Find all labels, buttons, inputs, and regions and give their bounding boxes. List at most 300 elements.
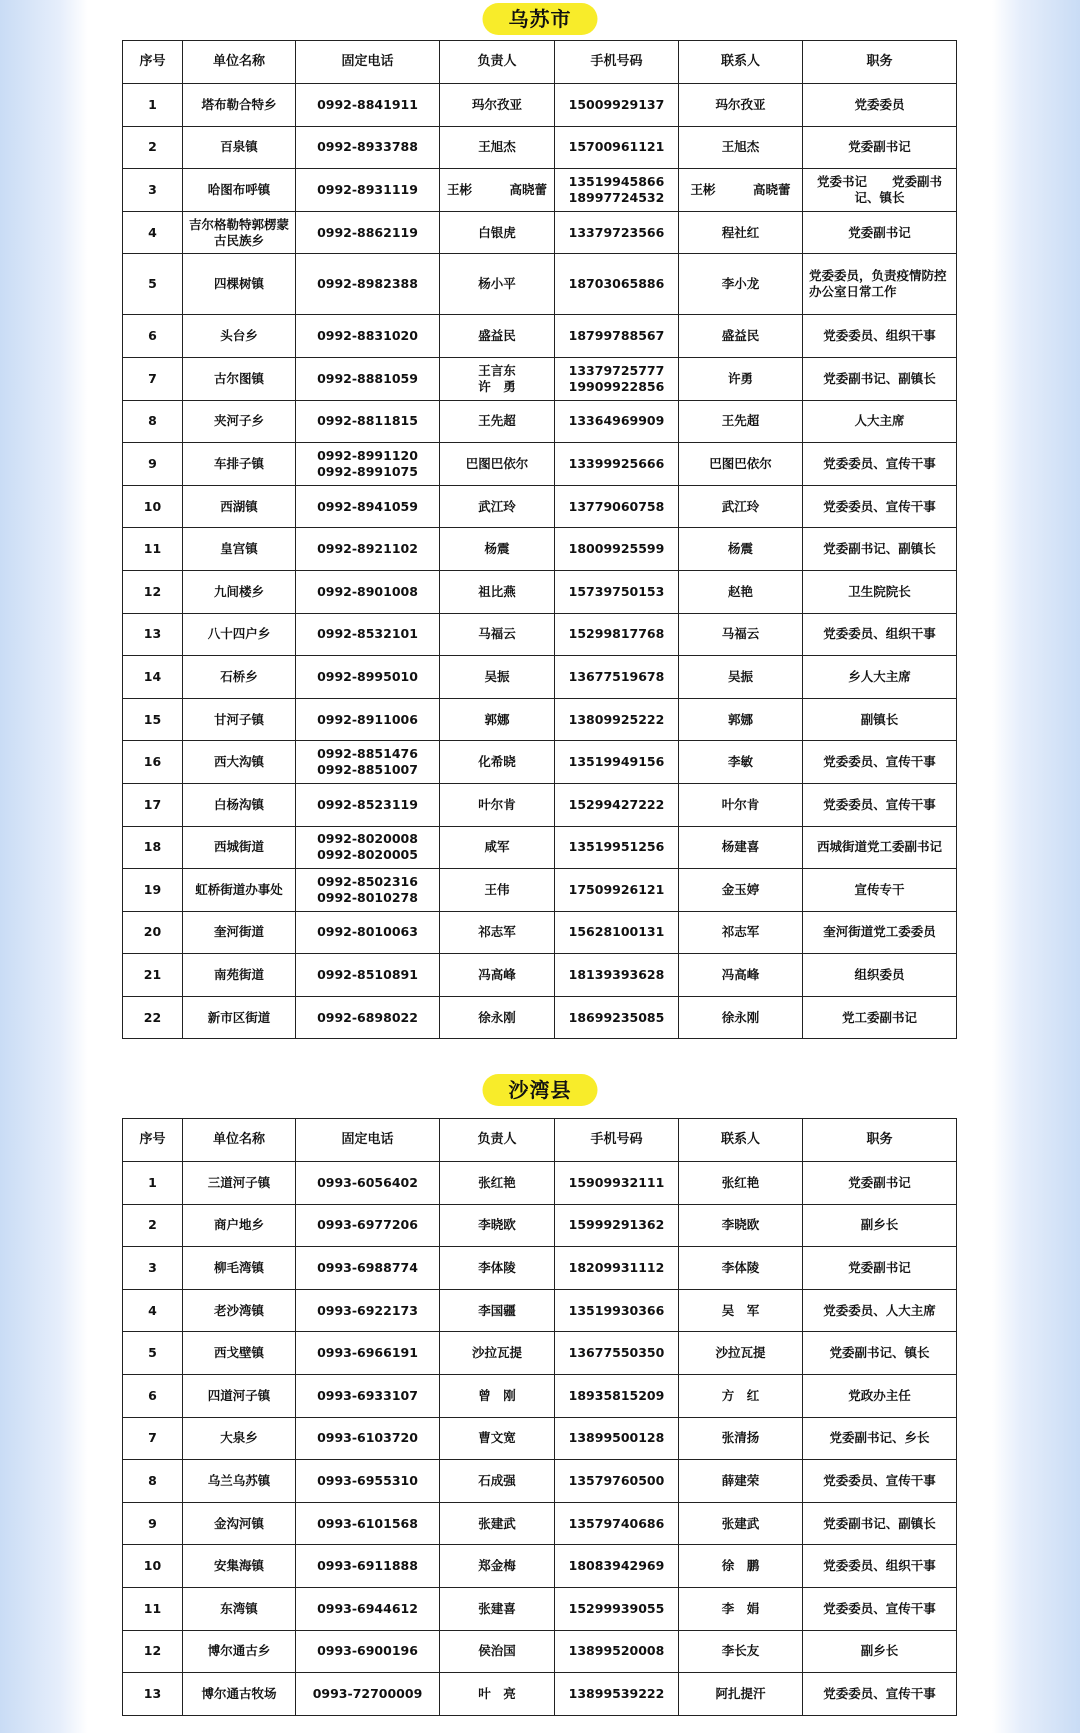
cell-row-number: 12	[123, 570, 183, 613]
cell-contact: 方 红	[679, 1374, 803, 1417]
cell-row-number: 6	[123, 1374, 183, 1417]
cell-row-number: 4	[123, 211, 183, 254]
cell-person-in-charge: 王先超	[440, 400, 555, 443]
cell-landline: 0993-6977206	[296, 1204, 440, 1247]
cell-position: 党政办主任	[803, 1374, 957, 1417]
cell-position: 西城街道党工委副书记	[803, 826, 957, 869]
cell-contact: 吴振	[679, 656, 803, 699]
cell-unit-name: 大泉乡	[183, 1417, 296, 1460]
cell-mobile: 13677550350	[555, 1332, 679, 1375]
cell-mobile: 13379723566	[555, 211, 679, 254]
table-row	[123, 741, 957, 784]
cell-row-number: 8	[123, 400, 183, 443]
cell-contact: 徐永刚	[679, 996, 803, 1039]
cell-unit-name: 头台乡	[183, 315, 296, 358]
column-header-landline: 固定电话	[296, 1119, 440, 1162]
section-title-wusu: 乌苏市	[483, 3, 598, 35]
cell-landline: 0992-8931119	[296, 169, 440, 212]
cell-unit-name: 博尔通古乡	[183, 1630, 296, 1673]
table-row	[123, 954, 957, 997]
cell-row-number: 14	[123, 656, 183, 699]
cell-person-in-charge: 盛益民	[440, 315, 555, 358]
cell-person-in-charge: 王旭杰	[440, 126, 555, 169]
contact-table-wusu	[122, 40, 957, 1039]
cell-row-number: 15	[123, 698, 183, 741]
cell-position: 党委委员、宣传干事	[803, 1673, 957, 1716]
cell-contact: 赵艳	[679, 570, 803, 613]
cell-mobile: 15299939055	[555, 1587, 679, 1630]
cell-position: 党委副书记	[803, 1162, 957, 1205]
table-row	[123, 528, 957, 571]
cell-unit-name: 柳毛湾镇	[183, 1247, 296, 1290]
cell-person-in-charge: 张建武	[440, 1502, 555, 1545]
table-row	[123, 656, 957, 699]
cell-row-number: 22	[123, 996, 183, 1039]
cell-row-number: 1	[123, 84, 183, 127]
cell-position: 党委副书记	[803, 1247, 957, 1290]
table-row	[123, 84, 957, 127]
cell-row-number: 11	[123, 1587, 183, 1630]
cell-row-number: 6	[123, 315, 183, 358]
cell-unit-name: 西城街道	[183, 826, 296, 869]
cell-mobile: 18935815209	[555, 1374, 679, 1417]
cell-position: 副乡长	[803, 1630, 957, 1673]
cell-unit-name: 虹桥街道办事处	[183, 869, 296, 912]
cell-contact: 盛益民	[679, 315, 803, 358]
table-row	[123, 1332, 957, 1375]
cell-mobile: 18699235085	[555, 996, 679, 1039]
cell-position: 党委副书记	[803, 211, 957, 254]
cell-row-number: 9	[123, 443, 183, 486]
cell-person-in-charge: 祁志军	[440, 911, 555, 954]
cell-landline: 0992-8851476 0992-8851007	[296, 741, 440, 784]
column-header-position: 职务	[803, 1119, 957, 1162]
cell-person-in-charge: 咸军	[440, 826, 555, 869]
cell-row-number: 12	[123, 1630, 183, 1673]
cell-person-in-charge: 叶 亮	[440, 1673, 555, 1716]
cell-mobile: 17509926121	[555, 869, 679, 912]
table-row	[123, 211, 957, 254]
table-header-row	[123, 1119, 957, 1162]
cell-mobile: 18139393628	[555, 954, 679, 997]
cell-unit-name: 白杨沟镇	[183, 783, 296, 826]
cell-position: 党委委员	[803, 84, 957, 127]
column-header-unit-name: 单位名称	[183, 41, 296, 84]
cell-row-number: 8	[123, 1460, 183, 1503]
cell-position: 乡人大主席	[803, 656, 957, 699]
column-header-row-number: 序号	[123, 1119, 183, 1162]
table-row	[123, 1374, 957, 1417]
cell-position: 卫生院院长	[803, 570, 957, 613]
cell-person-in-charge: 武江玲	[440, 485, 555, 528]
cell-mobile: 13779060758	[555, 485, 679, 528]
cell-position: 党委委员、宣传干事	[803, 783, 957, 826]
column-header-row-number: 序号	[123, 41, 183, 84]
cell-mobile: 15909932111	[555, 1162, 679, 1205]
cell-position: 党委委员、组织干事	[803, 315, 957, 358]
column-header-mobile: 手机号码	[555, 1119, 679, 1162]
cell-unit-name: 新市区街道	[183, 996, 296, 1039]
cell-mobile: 13519949156	[555, 741, 679, 784]
cell-person-in-charge: 吴振	[440, 656, 555, 699]
cell-unit-name: 百泉镇	[183, 126, 296, 169]
cell-landline: 0992-8020008 0992-8020005	[296, 826, 440, 869]
cell-person-in-charge: 王言东 许 勇	[440, 357, 555, 400]
cell-contact: 吴 军	[679, 1289, 803, 1332]
cell-row-number: 10	[123, 1545, 183, 1588]
table-row	[123, 1502, 957, 1545]
cell-person-in-charge: 叶尔肯	[440, 783, 555, 826]
cell-contact: 祁志军	[679, 911, 803, 954]
table-row	[123, 570, 957, 613]
cell-mobile: 18009925599	[555, 528, 679, 571]
cell-person-in-charge: 郭娜	[440, 698, 555, 741]
column-header-landline: 固定电话	[296, 41, 440, 84]
cell-contact: 杨建喜	[679, 826, 803, 869]
cell-mobile: 15999291362	[555, 1204, 679, 1247]
cell-mobile: 15628100131	[555, 911, 679, 954]
cell-row-number: 10	[123, 485, 183, 528]
cell-row-number: 4	[123, 1289, 183, 1332]
table-row	[123, 485, 957, 528]
cell-landline: 0993-6911888	[296, 1545, 440, 1588]
section-title-shawan: 沙湾县	[483, 1074, 598, 1106]
column-header-contact: 联系人	[679, 1119, 803, 1162]
cell-row-number: 3	[123, 1247, 183, 1290]
cell-contact: 许勇	[679, 357, 803, 400]
table-row	[123, 613, 957, 656]
column-header-position: 职务	[803, 41, 957, 84]
cell-unit-name: 八十四户乡	[183, 613, 296, 656]
cell-unit-name: 吉尔格勒特郭楞蒙古民族乡	[183, 211, 296, 254]
cell-position: 党委副书记、乡长	[803, 1417, 957, 1460]
cell-person-in-charge: 祖比燕	[440, 570, 555, 613]
table-row	[123, 357, 957, 400]
cell-position: 党委委员、组织干事	[803, 613, 957, 656]
column-header-mobile: 手机号码	[555, 41, 679, 84]
cell-person-in-charge: 王伟	[440, 869, 555, 912]
cell-contact: 李 娟	[679, 1587, 803, 1630]
table-row	[123, 126, 957, 169]
table-row	[123, 1460, 957, 1503]
cell-mobile: 15700961121	[555, 126, 679, 169]
cell-contact: 李小龙	[679, 254, 803, 315]
cell-position: 党委委员、宣传干事	[803, 443, 957, 486]
cell-unit-name: 古尔图镇	[183, 357, 296, 400]
cell-mobile: 13809925222	[555, 698, 679, 741]
cell-position: 党委委员、宣传干事	[803, 1587, 957, 1630]
column-header-contact: 联系人	[679, 41, 803, 84]
cell-position: 党委副书记	[803, 126, 957, 169]
cell-landline: 0993-6933107	[296, 1374, 440, 1417]
table-row	[123, 1417, 957, 1460]
table-row	[123, 1587, 957, 1630]
cell-person-in-charge: 徐永刚	[440, 996, 555, 1039]
cell-position: 奎河街道党工委委员	[803, 911, 957, 954]
column-header-person-in-charge: 负责人	[440, 41, 555, 84]
cell-landline: 0993-6056402	[296, 1162, 440, 1205]
cell-landline: 0993-6101568	[296, 1502, 440, 1545]
cell-unit-name: 西戈壁镇	[183, 1332, 296, 1375]
cell-position: 党委委员、宣传干事	[803, 1460, 957, 1503]
table-row	[123, 826, 957, 869]
document-page	[88, 0, 992, 1733]
cell-position: 组织委员	[803, 954, 957, 997]
cell-contact: 金玉婷	[679, 869, 803, 912]
table-row	[123, 869, 957, 912]
cell-contact: 阿扎提汗	[679, 1673, 803, 1716]
cell-position: 副乡长	[803, 1204, 957, 1247]
cell-mobile: 13579760500	[555, 1460, 679, 1503]
cell-position: 党委委员，负责疫情防控办公室日常工作	[803, 254, 957, 315]
cell-mobile: 18799788567	[555, 315, 679, 358]
cell-landline: 0992-8982388	[296, 254, 440, 315]
cell-row-number: 17	[123, 783, 183, 826]
table-row	[123, 1630, 957, 1673]
cell-position: 党工委副书记	[803, 996, 957, 1039]
cell-unit-name: 南苑街道	[183, 954, 296, 997]
cell-contact: 巴图巴依尔	[679, 443, 803, 486]
cell-person-in-charge: 杨小平	[440, 254, 555, 315]
cell-landline: 0992-8933788	[296, 126, 440, 169]
column-header-person-in-charge: 负责人	[440, 1119, 555, 1162]
cell-landline: 0992-8502316 0992-8010278	[296, 869, 440, 912]
cell-contact: 冯高峰	[679, 954, 803, 997]
cell-person-in-charge: 玛尔孜亚	[440, 84, 555, 127]
cell-contact: 张建武	[679, 1502, 803, 1545]
cell-position: 党委副书记、副镇长	[803, 357, 957, 400]
cell-contact: 薛建荣	[679, 1460, 803, 1503]
cell-row-number: 2	[123, 1204, 183, 1247]
cell-mobile: 15009929137	[555, 84, 679, 127]
cell-contact: 张清扬	[679, 1417, 803, 1460]
table-row	[123, 1673, 957, 1716]
cell-row-number: 1	[123, 1162, 183, 1205]
table-row	[123, 400, 957, 443]
cell-position: 宣传专干	[803, 869, 957, 912]
cell-mobile: 13519930366	[555, 1289, 679, 1332]
cell-unit-name: 车排子镇	[183, 443, 296, 486]
cell-person-in-charge: 化希晓	[440, 741, 555, 784]
contact-table-shawan	[122, 1118, 957, 1716]
cell-landline: 0992-8811815	[296, 400, 440, 443]
cell-contact: 程社红	[679, 211, 803, 254]
cell-landline: 0992-8841911	[296, 84, 440, 127]
table-row	[123, 315, 957, 358]
cell-contact: 玛尔孜亚	[679, 84, 803, 127]
cell-person-in-charge: 杨震	[440, 528, 555, 571]
cell-position: 党委副书记、镇长	[803, 1332, 957, 1375]
cell-person-in-charge: 侯治国	[440, 1630, 555, 1673]
cell-landline: 0993-6966191	[296, 1332, 440, 1375]
cell-position: 党委副书记、副镇长	[803, 1502, 957, 1545]
cell-person-in-charge: 王彬 高晓蕾	[440, 169, 555, 212]
cell-landline: 0992-8881059	[296, 357, 440, 400]
cell-landline: 0992-8010063	[296, 911, 440, 954]
cell-mobile: 15739750153	[555, 570, 679, 613]
column-header-unit-name: 单位名称	[183, 1119, 296, 1162]
cell-landline: 0992-8532101	[296, 613, 440, 656]
cell-position: 党委委员、人大主席	[803, 1289, 957, 1332]
cell-row-number: 5	[123, 254, 183, 315]
cell-mobile: 15299427222	[555, 783, 679, 826]
table-row	[123, 443, 957, 486]
table-row	[123, 169, 957, 212]
cell-contact: 王旭杰	[679, 126, 803, 169]
cell-landline: 0993-72700009	[296, 1673, 440, 1716]
cell-row-number: 5	[123, 1332, 183, 1375]
cell-mobile: 13579740686	[555, 1502, 679, 1545]
cell-landline: 0993-6988774	[296, 1247, 440, 1290]
cell-row-number: 21	[123, 954, 183, 997]
cell-row-number: 2	[123, 126, 183, 169]
cell-position: 党委副书记、副镇长	[803, 528, 957, 571]
cell-person-in-charge: 曹文宽	[440, 1417, 555, 1460]
cell-row-number: 9	[123, 1502, 183, 1545]
cell-person-in-charge: 沙拉瓦提	[440, 1332, 555, 1375]
cell-mobile: 13899500128	[555, 1417, 679, 1460]
cell-mobile: 13899539222	[555, 1673, 679, 1716]
cell-landline: 0992-8901008	[296, 570, 440, 613]
cell-contact: 沙拉瓦提	[679, 1332, 803, 1375]
table-row	[123, 254, 957, 315]
cell-person-in-charge: 李晓欧	[440, 1204, 555, 1247]
cell-position: 党委书记 党委副书记、镇长	[803, 169, 957, 212]
cell-landline: 0992-8510891	[296, 954, 440, 997]
cell-person-in-charge: 马福云	[440, 613, 555, 656]
cell-landline: 0993-6922173	[296, 1289, 440, 1332]
cell-row-number: 20	[123, 911, 183, 954]
cell-person-in-charge: 白银虎	[440, 211, 555, 254]
cell-row-number: 7	[123, 1417, 183, 1460]
cell-row-number: 16	[123, 741, 183, 784]
cell-landline: 0993-6944612	[296, 1587, 440, 1630]
cell-unit-name: 奎河街道	[183, 911, 296, 954]
cell-contact: 李敏	[679, 741, 803, 784]
cell-unit-name: 石桥乡	[183, 656, 296, 699]
cell-contact: 郭娜	[679, 698, 803, 741]
cell-contact: 武江玲	[679, 485, 803, 528]
cell-unit-name: 四棵树镇	[183, 254, 296, 315]
cell-mobile: 13519945866 18997724532	[555, 169, 679, 212]
cell-unit-name: 塔布勒合特乡	[183, 84, 296, 127]
cell-contact: 李晓欧	[679, 1204, 803, 1247]
cell-landline: 0992-8941059	[296, 485, 440, 528]
cell-contact: 马福云	[679, 613, 803, 656]
cell-contact: 王先超	[679, 400, 803, 443]
cell-row-number: 7	[123, 357, 183, 400]
cell-unit-name: 哈图布呼镇	[183, 169, 296, 212]
cell-mobile: 13364969909	[555, 400, 679, 443]
cell-person-in-charge: 冯高峰	[440, 954, 555, 997]
cell-row-number: 13	[123, 613, 183, 656]
cell-position: 人大主席	[803, 400, 957, 443]
cell-unit-name: 皇宫镇	[183, 528, 296, 571]
cell-person-in-charge: 石成强	[440, 1460, 555, 1503]
cell-person-in-charge: 李国疆	[440, 1289, 555, 1332]
cell-unit-name: 西大沟镇	[183, 741, 296, 784]
cell-row-number: 11	[123, 528, 183, 571]
cell-row-number: 19	[123, 869, 183, 912]
table-row	[123, 783, 957, 826]
cell-landline: 0992-8991120 0992-8991075	[296, 443, 440, 486]
cell-landline: 0992-8523119	[296, 783, 440, 826]
cell-unit-name: 老沙湾镇	[183, 1289, 296, 1332]
cell-position: 党委委员、宣传干事	[803, 485, 957, 528]
cell-unit-name: 金沟河镇	[183, 1502, 296, 1545]
table-row	[123, 1204, 957, 1247]
cell-unit-name: 东湾镇	[183, 1587, 296, 1630]
cell-person-in-charge: 张红艳	[440, 1162, 555, 1205]
cell-unit-name: 夹河子乡	[183, 400, 296, 443]
cell-person-in-charge: 张建喜	[440, 1587, 555, 1630]
cell-row-number: 18	[123, 826, 183, 869]
cell-landline: 0993-6900196	[296, 1630, 440, 1673]
cell-mobile: 18083942969	[555, 1545, 679, 1588]
cell-person-in-charge: 巴图巴依尔	[440, 443, 555, 486]
cell-position: 党委委员、宣传干事	[803, 741, 957, 784]
cell-landline: 0992-8995010	[296, 656, 440, 699]
cell-unit-name: 四道河子镇	[183, 1374, 296, 1417]
cell-contact: 叶尔肯	[679, 783, 803, 826]
cell-landline: 0992-8911006	[296, 698, 440, 741]
cell-unit-name: 九间楼乡	[183, 570, 296, 613]
table-row	[123, 1545, 957, 1588]
cell-contact: 李长友	[679, 1630, 803, 1673]
cell-unit-name: 商户地乡	[183, 1204, 296, 1247]
cell-landline: 0992-8921102	[296, 528, 440, 571]
cell-contact: 张红艳	[679, 1162, 803, 1205]
table-row	[123, 698, 957, 741]
cell-mobile: 13899520008	[555, 1630, 679, 1673]
cell-position: 副镇长	[803, 698, 957, 741]
cell-unit-name: 三道河子镇	[183, 1162, 296, 1205]
table-row	[123, 911, 957, 954]
cell-mobile: 13379725777 19909922856	[555, 357, 679, 400]
cell-landline: 0993-6955310	[296, 1460, 440, 1503]
cell-unit-name: 甘河子镇	[183, 698, 296, 741]
cell-unit-name: 安集海镇	[183, 1545, 296, 1588]
cell-landline: 0992-8862119	[296, 211, 440, 254]
table-row	[123, 996, 957, 1039]
cell-unit-name: 西湖镇	[183, 485, 296, 528]
cell-contact: 李体陵	[679, 1247, 803, 1290]
cell-mobile: 13519951256	[555, 826, 679, 869]
cell-row-number: 13	[123, 1673, 183, 1716]
cell-unit-name: 乌兰乌苏镇	[183, 1460, 296, 1503]
cell-mobile: 13677519678	[555, 656, 679, 699]
cell-contact: 杨震	[679, 528, 803, 571]
cell-unit-name: 博尔通古牧场	[183, 1673, 296, 1716]
table-row	[123, 1162, 957, 1205]
table-row	[123, 1247, 957, 1290]
cell-row-number: 3	[123, 169, 183, 212]
cell-landline: 0992-6898022	[296, 996, 440, 1039]
cell-position: 党委委员、组织干事	[803, 1545, 957, 1588]
table-row	[123, 1289, 957, 1332]
cell-mobile: 18209931112	[555, 1247, 679, 1290]
cell-mobile: 18703065886	[555, 254, 679, 315]
table-header-row	[123, 41, 957, 84]
cell-landline: 0993-6103720	[296, 1417, 440, 1460]
cell-person-in-charge: 曾 刚	[440, 1374, 555, 1417]
cell-mobile: 15299817768	[555, 613, 679, 656]
cell-person-in-charge: 郑金梅	[440, 1545, 555, 1588]
cell-contact: 王彬 高晓蕾	[679, 169, 803, 212]
cell-landline: 0992-8831020	[296, 315, 440, 358]
cell-person-in-charge: 李体陵	[440, 1247, 555, 1290]
cell-contact: 徐 鹏	[679, 1545, 803, 1588]
